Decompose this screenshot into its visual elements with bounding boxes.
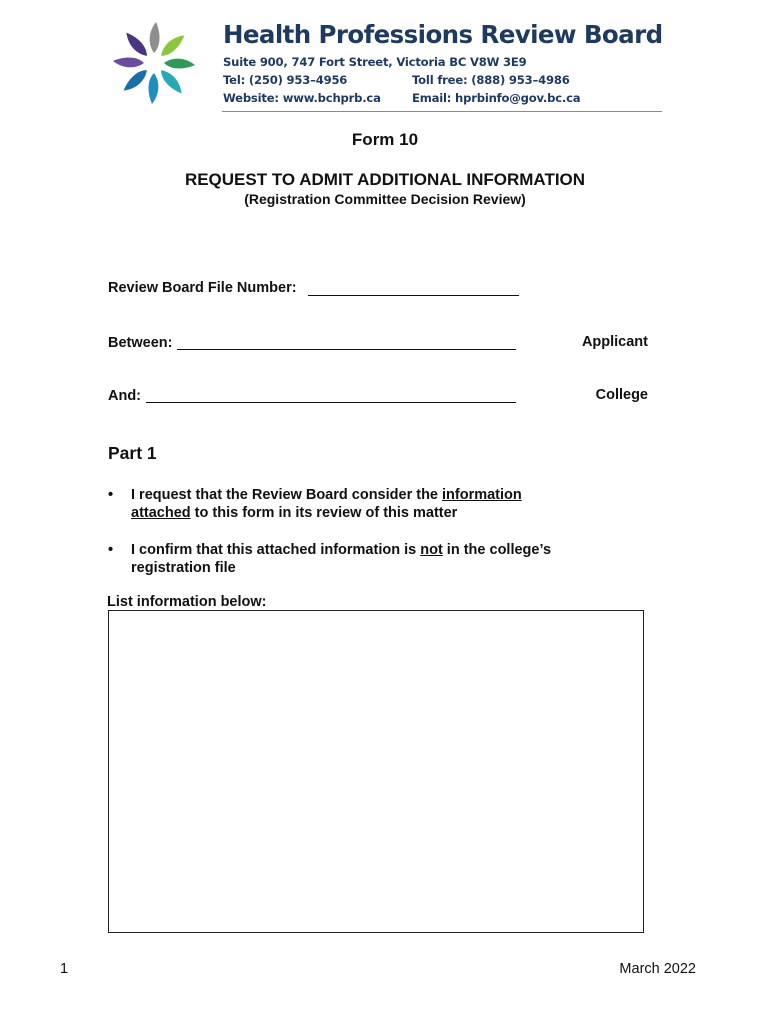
logo-petal (158, 31, 187, 60)
logo-petal (149, 73, 159, 104)
logo-petal (164, 59, 195, 69)
logo-petal (121, 66, 150, 95)
information-list-box[interactable] (108, 610, 644, 933)
bullet-dot: • (108, 542, 114, 558)
org-email: Email: hprbinfo@gov.bc.ca (412, 91, 581, 105)
org-name: Health Professions Review Board (223, 20, 663, 49)
bullet-request-text: I request that the Review Board consider the information attached to this form in its review of this matter (131, 487, 522, 521)
org-tel: Tel: (250) 953–4956 (223, 73, 348, 87)
logo-petal (113, 58, 144, 68)
college-name-field[interactable] (146, 402, 516, 403)
logo-petal (150, 22, 160, 53)
applicant-name-field[interactable] (177, 349, 516, 350)
pinwheel-logo-icon (112, 20, 196, 106)
form-number: Form 10 (351, 130, 419, 149)
form-subtitle: (Registration Committee Decision Review) (244, 191, 526, 207)
part-1-heading: Part 1 (108, 443, 157, 463)
logo-petal (157, 67, 186, 96)
footer-date: March 2022 (619, 961, 696, 977)
file-number-label: Review Board File Number: (108, 280, 297, 296)
and-label: And: (108, 388, 142, 404)
logo-petal (122, 30, 151, 59)
org-toll-free: Toll free: (888) 953–4986 (412, 73, 570, 87)
bullet-confirm-text: I confirm that this attached information is not in the college’s registration file (131, 542, 552, 576)
org-address: Suite 900, 747 Fort Street, Victoria BC V8W 3E9 (223, 55, 527, 69)
between-label: Between: (108, 335, 173, 351)
org-website: Website: www.bchprb.ca (223, 91, 381, 105)
list-information-label: List information below: (107, 594, 267, 610)
form-title: REQUEST TO ADMIT ADDITIONAL INFORMATION (184, 170, 586, 189)
page-number: 1 (60, 961, 69, 977)
college-role-label: College (595, 387, 648, 403)
file-number-field[interactable] (308, 295, 519, 296)
bullet-dot: • (108, 487, 114, 503)
applicant-role-label: Applicant (581, 334, 648, 350)
header-divider (222, 111, 662, 112)
